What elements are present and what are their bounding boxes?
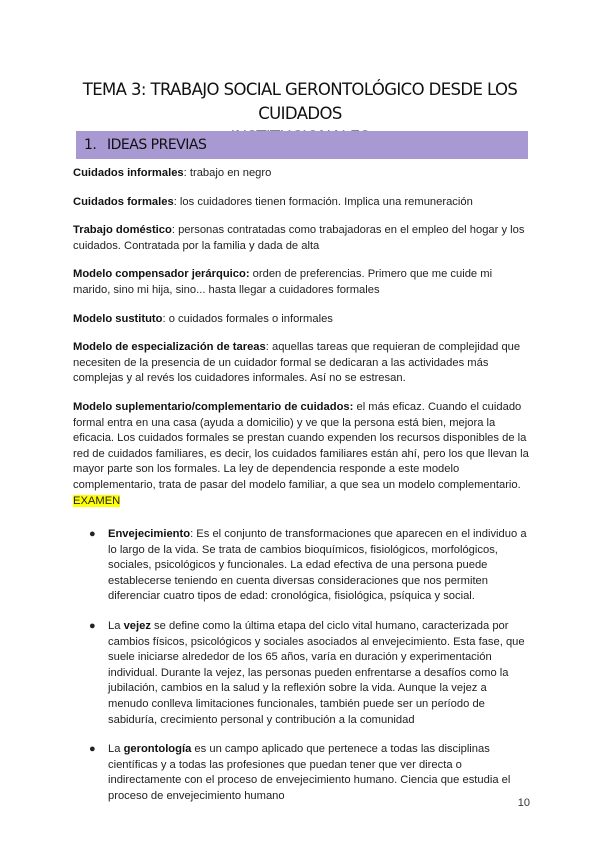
definition: se define como la última etapa del ciclo vital humano, caracterizada por cambios físicos, psicológicos y sociales asociados al envejecimiento. Esta fase, que suele iniciarse alrededor de los 65 años, varía en duración y experimentación individual. Durante la vejez, las personas pueden enfrentarse a desafíos como la jubilación, cambios en la salud y la reflexión sobre la vida. Aunque la vejez a menudo conlleva limitaciones funcionales, también puede ser un período de sabiduría, crecimiento personal y contribución a la comunidad (108, 620, 525, 726)
page-number: 10 (517, 797, 530, 809)
term: Modelo suplementario/complementario de cuidados: (73, 400, 354, 413)
term: vejez (123, 620, 151, 633)
definition: : o cuidados formales o informales (162, 312, 333, 325)
definition: : los cuidadores tienen formación. Implica una remuneración (173, 195, 473, 208)
definition: orden de preferencias. Primero que me cuide mi marido, sino mi hija, sino... hasta llegar a cuidadores formales (73, 268, 493, 296)
paragraph (73, 223, 529, 254)
section-heading (76, 131, 528, 159)
bullet-icon: ● (89, 528, 96, 541)
definition: : personas contratadas como trabajadoras en el empleo del hogar y los cuidados. Contratada por la familia y dada de alta (73, 224, 525, 252)
paragraph (73, 400, 529, 509)
definition: el más eficaz. Cuando el cuidado formal entra en una casa (ayuda a domicilio) y ve que la persona está bien, mejora la eficacia. Los cuidados formales se prestan cuando expenden los recursos disponibles de la red de cuidados familiares, es decir, los cuidados familiares están ahí, pero los que llevan la mayor parte son los formales. La ley de dependencia responde a este modelo complementario, trata de pasar del modelo familiar, a que sea un modelo complementario. (73, 400, 529, 491)
title-line-1: TEMA 3: TRABAJO SOCIAL GERONTOLÓGICO DESDE LOS CUIDADOS (82, 80, 518, 123)
term: Envejecimiento (108, 528, 191, 541)
paragraph (73, 195, 529, 211)
exam-highlight: EXAMEN (73, 494, 121, 507)
term: gerontología (123, 743, 192, 756)
paragraph (73, 166, 529, 182)
bullet-list (73, 527, 529, 805)
section-label: IDEAS PREVIAS (107, 137, 207, 153)
term: Modelo compensador jerárquico: (73, 268, 250, 281)
definition: : aquellas tareas que requieran de complejidad que necesiten de la presencia de un cuidador formal se dedicaran a las actividades más complejas y al revés los cuidadores informales. Así no se estresan. (73, 341, 521, 385)
definition: : trabajo en negro (183, 167, 272, 179)
paragraph (73, 340, 529, 387)
section-number: 1. (84, 137, 97, 153)
term: Trabajo doméstico (73, 224, 172, 237)
paragraph (73, 267, 529, 298)
bullet-icon: ● (89, 620, 96, 633)
list-item (73, 527, 529, 605)
prefix: La (108, 743, 124, 756)
term: Cuidados informales (73, 167, 184, 179)
definition: es un campo aplicado que pertenece a todas las disciplinas científicas y a todas las profesiones que puedan tener que ver directa o indirectamente con el proceso de envejecimiento humano. Ciencia que estudia el proceso de envejecimiento humano (108, 743, 511, 802)
definition: : Es el conjunto de transformaciones que aparecen en el individuo a lo largo de la vida. Se trata de cambios bioquímicos, fisiológicos, morfológicos, sociales, psicológicos y funcionales. La edad efectiva de una persona puede establecerse teniendo en cuenta diversas consideraciones que nos permiten diferenciar cuatro tipos de edad: cronológica, fisiológica, psíquica y social. (108, 528, 527, 603)
term: Modelo sustituto (73, 312, 163, 325)
term: Cuidados formales (73, 195, 174, 208)
document-body (73, 166, 529, 819)
list-item (73, 619, 529, 728)
list-item (73, 742, 529, 804)
paragraph (73, 312, 529, 328)
prefix: La (108, 620, 124, 633)
term: Modelo de especialización de tareas (73, 341, 266, 354)
bullet-icon: ● (89, 743, 96, 756)
